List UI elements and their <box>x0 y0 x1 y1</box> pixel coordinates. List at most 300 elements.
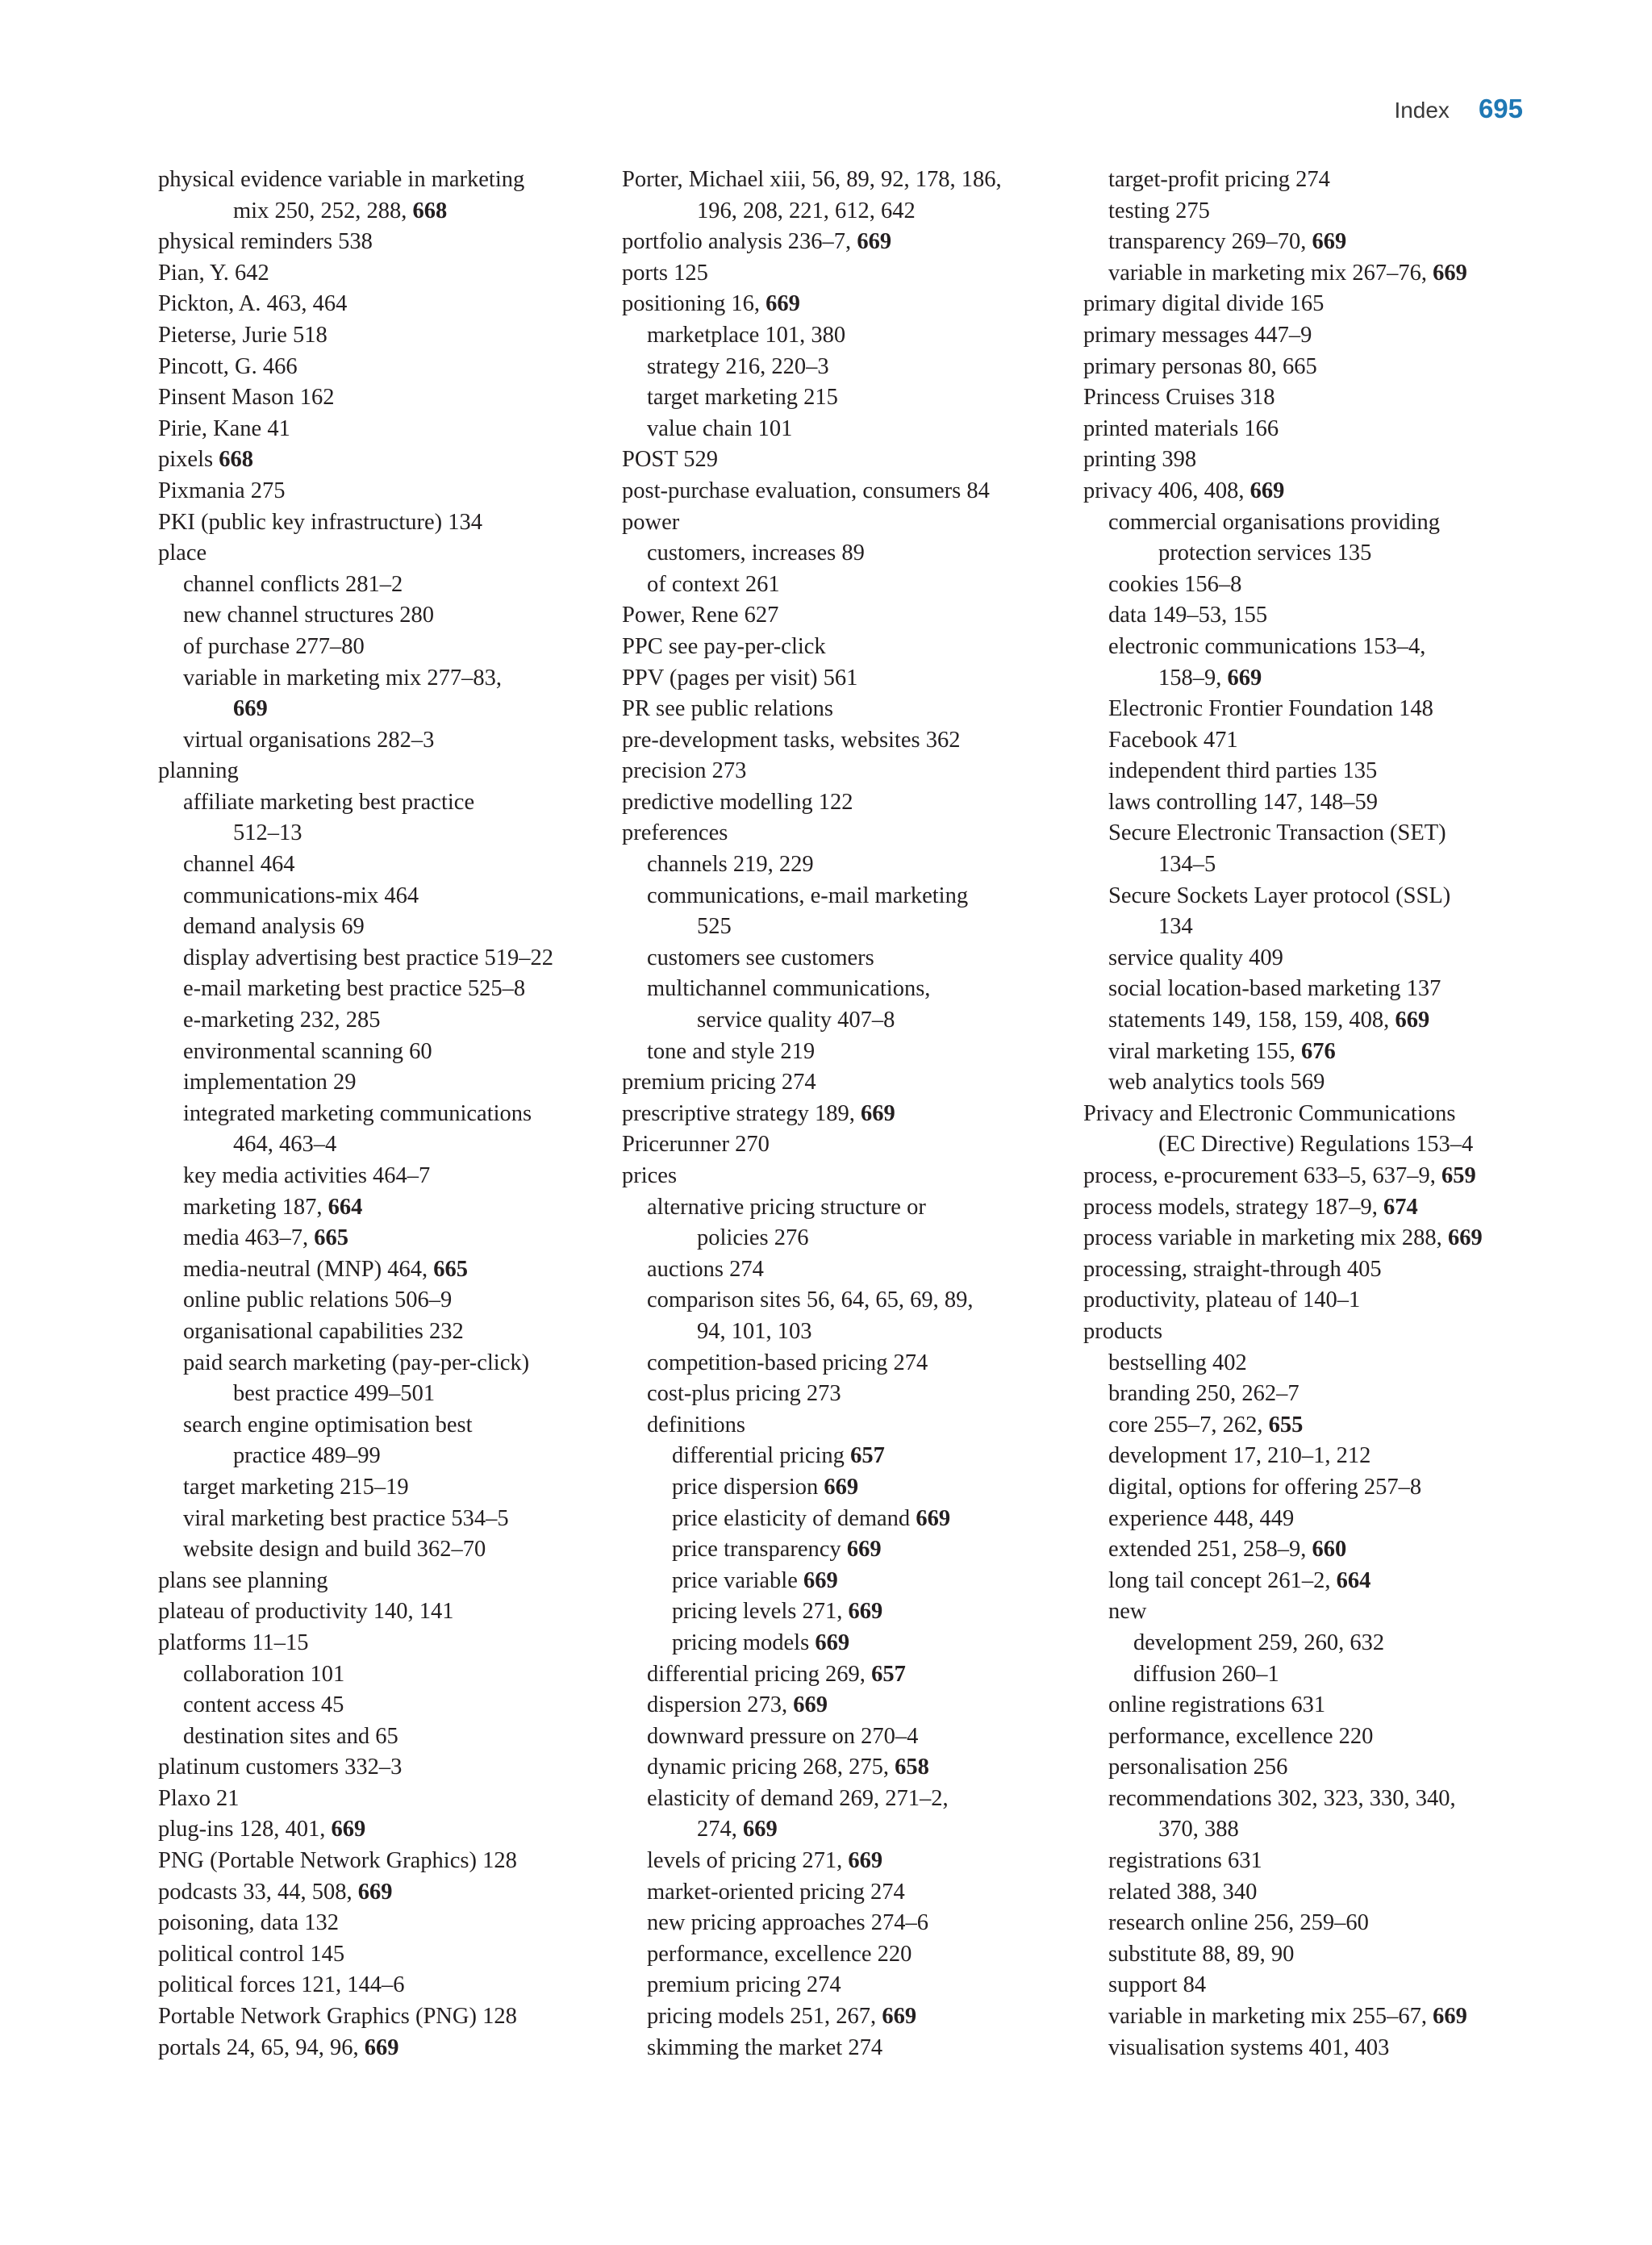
index-subentry <box>1083 1472 1535 1504</box>
entry-text: target-profit pricing 274 <box>1108 167 1330 192</box>
entry-text: 94, 101, 103 <box>697 1318 812 1344</box>
entry-text: portfolio analysis 236–7, <box>622 229 857 255</box>
index-entry <box>622 756 1082 787</box>
entry-text: levels of pricing 271, <box>647 1848 849 1874</box>
index-entry <box>158 1939 610 1971</box>
entry-text: skimming the market 274 <box>647 2034 883 2060</box>
entry-text: differential pricing 269, <box>647 1661 872 1687</box>
index-entry <box>1083 320 1535 352</box>
entry-text: physical reminders 538 <box>158 229 373 255</box>
index-subentry <box>158 1348 610 1379</box>
index-entry <box>622 694 1082 725</box>
entry-text: new channel structures 280 <box>183 603 435 628</box>
entry-text: Porter, Michael xiii, 56, 89, 92, 178, 186, <box>622 167 1002 192</box>
index-subentry <box>622 1285 1082 1317</box>
index-subentry <box>622 1908 1082 1939</box>
index-subentry <box>1083 1037 1535 1068</box>
header-label: Index <box>1394 98 1450 123</box>
index-entry <box>1083 1161 1535 1192</box>
entry-text: planning <box>158 758 239 784</box>
entry-text: products <box>1083 1318 1163 1344</box>
entry-text: PPV (pages per visit) 561 <box>622 665 858 691</box>
entry-text: 464, 463–4 <box>233 1132 337 1158</box>
index-entry-continuation <box>158 196 610 227</box>
index-subentry <box>622 1970 1082 2001</box>
running-header <box>1394 94 1523 124</box>
entry-text: search engine optimisation best <box>183 1412 473 1438</box>
index-entry <box>622 258 1082 290</box>
entry-text: branding 250, 262–7 <box>1108 1381 1299 1407</box>
index-subentry <box>1083 943 1535 974</box>
entry-text: downward pressure on 270–4 <box>647 1723 919 1749</box>
entry-text: practice 489–99 <box>233 1443 381 1469</box>
entry-text: poisoning, data 132 <box>158 1910 340 1936</box>
glossary-page-ref: 669 <box>357 1879 393 1905</box>
entry-text: 158–9, <box>1158 665 1228 691</box>
entry-text: customers, increases 89 <box>647 540 865 566</box>
entry-text: support 84 <box>1108 1972 1207 1998</box>
index-entry <box>158 1752 610 1784</box>
entry-text: e-mail marketing best practice 525–8 <box>183 976 526 1002</box>
index-entry <box>1083 414 1535 445</box>
index-subentry <box>1083 1784 1535 1815</box>
index-entry-continuation <box>622 1005 1082 1037</box>
glossary-page-ref: 668 <box>412 198 448 223</box>
index-subentry <box>622 1504 1082 1535</box>
entry-text: collaboration 101 <box>183 1661 345 1687</box>
entry-text: printed materials 166 <box>1083 415 1279 441</box>
index-subentry <box>622 974 1082 1005</box>
entry-text: premium pricing 274 <box>647 1972 841 1998</box>
index-entry <box>622 632 1082 663</box>
entry-text: pricing models <box>672 1630 816 1655</box>
index-subentry <box>1083 1752 1535 1784</box>
index-entry <box>158 444 610 476</box>
glossary-page-ref: 657 <box>850 1443 885 1469</box>
entry-text: variable in marketing mix 277–83, <box>183 665 502 691</box>
entry-text: primary digital divide 165 <box>1083 291 1325 317</box>
entry-text: Electronic Frontier Foundation 148 <box>1108 696 1433 722</box>
entry-text: research online 256, 259–60 <box>1108 1910 1369 1936</box>
index-entry <box>158 2001 610 2033</box>
index-entry <box>622 1099 1082 1130</box>
entry-text: podcasts 33, 44, 508, <box>158 1879 358 1905</box>
entry-text: extended 251, 258–9, <box>1108 1537 1312 1563</box>
glossary-page-ref: 664 <box>327 1194 363 1220</box>
glossary-page-ref: 669 <box>233 696 268 722</box>
entry-text: privacy 406, 408, <box>1083 478 1250 503</box>
entry-text: Privacy and Electronic Communications <box>1083 1100 1456 1126</box>
index-entry <box>1083 352 1535 383</box>
index-subentry <box>622 570 1082 601</box>
index-subentry <box>1083 570 1535 601</box>
glossary-page-ref: 669 <box>1433 260 1467 286</box>
index-subentry <box>622 1037 1082 1068</box>
entry-text: 196, 208, 221, 612, 642 <box>697 198 916 223</box>
entry-text: process, e-procurement 633–5, 637–9, <box>1083 1163 1442 1188</box>
entry-text: service quality 407–8 <box>697 1008 895 1033</box>
entry-text: Princess Cruises 318 <box>1083 385 1275 411</box>
index-entry <box>158 538 610 570</box>
entry-text: content access 45 <box>183 1692 344 1718</box>
entry-text: visualisation systems 401, 403 <box>1108 2034 1390 2060</box>
index-subentry <box>158 1161 610 1192</box>
index-subentry <box>158 1192 610 1224</box>
index-subentry <box>158 1099 610 1130</box>
entry-text: customers see customers <box>647 945 874 970</box>
index-subentry <box>622 1534 1082 1566</box>
entry-text: precision 273 <box>622 758 747 784</box>
index-entry <box>622 818 1082 849</box>
index-subentry <box>622 1721 1082 1753</box>
entry-text: substitute 88, 89, 90 <box>1108 1941 1295 1967</box>
index-subentry <box>1083 1348 1535 1379</box>
index-entry <box>1083 1223 1535 1254</box>
glossary-page-ref: 669 <box>1433 2004 1467 2030</box>
index-entry <box>622 289 1082 320</box>
index-entry <box>1083 382 1535 414</box>
index-subentry <box>1083 1379 1535 1410</box>
glossary-page-ref: 669 <box>766 291 800 317</box>
glossary-page-ref: 657 <box>871 1661 906 1687</box>
index-entry <box>158 289 610 320</box>
entry-text: platinum customers 332–3 <box>158 1755 403 1780</box>
index-subentry <box>622 943 1082 974</box>
index-entry-continuation <box>1083 1129 1535 1161</box>
entry-text: electronic communications 153–4, <box>1108 633 1426 659</box>
index-entry-continuation <box>1083 663 1535 695</box>
entry-text: Secure Electronic Transaction (SET) <box>1108 820 1446 846</box>
entry-text: of context 261 <box>647 571 780 597</box>
entry-text: predictive modelling 122 <box>622 789 853 815</box>
entry-text: website design and build 362–70 <box>183 1537 486 1563</box>
entry-text: physical evidence variable in marketing <box>158 167 525 192</box>
index-entry <box>1083 444 1535 476</box>
entry-text: policies 276 <box>697 1225 809 1251</box>
entry-text: pre-development tasks, websites 362 <box>622 727 961 753</box>
index-entry <box>158 352 610 383</box>
entry-text: price variable <box>672 1567 803 1593</box>
entry-text: ports 125 <box>622 260 708 286</box>
index-subentry <box>622 1254 1082 1286</box>
entry-text: market-oriented pricing 274 <box>647 1879 905 1905</box>
entry-text: affiliate marketing best practice <box>183 789 475 815</box>
glossary-page-ref: 668 <box>219 447 253 473</box>
entry-text: development 17, 210–1, 212 <box>1108 1443 1371 1469</box>
entry-text: statements 149, 158, 159, 408, <box>1108 1008 1395 1033</box>
entry-text: Pian, Y. 642 <box>158 260 269 286</box>
index-subentry <box>622 414 1082 445</box>
index-subentry <box>158 1472 610 1504</box>
entry-text: prescriptive strategy 189, <box>622 1100 861 1126</box>
glossary-page-ref: 669 <box>815 1630 850 1655</box>
index-entry-continuation <box>622 196 1082 227</box>
entry-text: of purchase 277–80 <box>183 633 365 659</box>
entry-text: cookies 156–8 <box>1108 571 1242 597</box>
entry-text: channel 464 <box>183 852 295 878</box>
entry-text: printing 398 <box>1083 447 1197 473</box>
index-subentry <box>158 881 610 912</box>
entry-text: recommendations 302, 323, 330, 340, <box>1108 1785 1456 1811</box>
index-entry <box>158 1566 610 1597</box>
glossary-page-ref: 655 <box>1268 1412 1304 1438</box>
entry-text: plug-ins 128, 401, <box>158 1817 332 1842</box>
index-subentry <box>622 1877 1082 1909</box>
index-subentry <box>622 1348 1082 1379</box>
entry-text: experience 448, 449 <box>1108 1505 1295 1531</box>
entry-text: PKI (public key infrastructure) 134 <box>158 509 483 535</box>
index-subentry <box>1083 1410 1535 1442</box>
entry-text: organisational capabilities 232 <box>183 1318 464 1344</box>
index-entry-continuation <box>1083 1814 1535 1846</box>
entry-text: PR see public relations <box>622 696 833 722</box>
entry-text: development 259, 260, 632 <box>1133 1630 1385 1655</box>
glossary-page-ref: 669 <box>861 1100 895 1126</box>
entry-text: variable in marketing mix 255–67, <box>1108 2004 1433 2030</box>
index-subentry <box>622 1690 1082 1721</box>
index-entry <box>622 1161 1082 1192</box>
entry-text: place <box>158 540 207 566</box>
entry-text: new pricing approaches 274–6 <box>647 1910 929 1936</box>
index-entry <box>622 787 1082 819</box>
index-subentry <box>622 2033 1082 2064</box>
index-subentry <box>622 1379 1082 1410</box>
index-entry-continuation <box>158 1441 610 1472</box>
index-subentry <box>1083 881 1535 912</box>
glossary-page-ref: 660 <box>1312 1537 1347 1563</box>
index-subentry <box>1083 2033 1535 2064</box>
index-entry <box>158 165 610 196</box>
entry-text: primary personas 80, 665 <box>1083 353 1317 379</box>
index-subentry <box>1083 258 1535 290</box>
entry-text: comparison sites 56, 64, 65, 69, 89, <box>647 1287 974 1313</box>
index-entry-continuation <box>622 1317 1082 1348</box>
index-subentry <box>158 725 610 757</box>
index-subentry <box>622 1596 1082 1628</box>
index-subentry <box>1083 694 1535 725</box>
entry-text: implementation 29 <box>183 1070 357 1095</box>
entry-text: virtual organisations 282–3 <box>183 727 435 753</box>
entry-text: environmental scanning 60 <box>183 1038 432 1064</box>
index-subentry <box>1083 756 1535 787</box>
entry-text: demand analysis 69 <box>183 914 365 940</box>
entry-text: political forces 121, 144–6 <box>158 1972 405 1998</box>
index-subentry <box>1083 787 1535 819</box>
entry-text: marketplace 101, 380 <box>647 322 846 348</box>
entry-text: commercial organisations providing <box>1108 509 1441 535</box>
entry-text: Pickton, A. 463, 464 <box>158 291 348 317</box>
entry-text: Plaxo 21 <box>158 1785 240 1811</box>
index-subentry <box>1083 974 1535 1005</box>
index-entry <box>158 382 610 414</box>
index-subentry <box>1083 227 1535 258</box>
index-entry <box>158 756 610 787</box>
entry-text: variable in marketing mix 267–76, <box>1108 260 1433 286</box>
entry-text: Pirie, Kane 41 <box>158 415 290 441</box>
entry-text: Pricerunner 270 <box>622 1132 770 1158</box>
glossary-page-ref: 669 <box>364 2034 399 2060</box>
index-subentry <box>622 538 1082 570</box>
entry-text: new <box>1108 1599 1147 1625</box>
glossary-page-ref: 665 <box>314 1225 349 1251</box>
index-entry <box>622 444 1082 476</box>
entry-text: performance, excellence 220 <box>647 1941 912 1967</box>
entry-text: PPC see pay-per-click <box>622 633 826 659</box>
index-subentry <box>1083 600 1535 632</box>
entry-text: dynamic pricing 268, 275, <box>647 1755 895 1780</box>
entry-text: Secure Sockets Layer protocol (SSL) <box>1108 883 1451 908</box>
entry-text: viral marketing best practice 534–5 <box>183 1505 509 1531</box>
entry-text: communications-mix 464 <box>183 883 419 908</box>
index-entry <box>158 476 610 507</box>
entry-text: price transparency <box>672 1537 847 1563</box>
entry-text: web analytics tools 569 <box>1108 1070 1325 1095</box>
index-subentry <box>622 1441 1082 1472</box>
index-subentry <box>622 1628 1082 1659</box>
glossary-page-ref: 665 <box>433 1256 469 1282</box>
index-subentry <box>1083 165 1535 196</box>
entry-text: PNG (Portable Network Graphics) 128 <box>158 1848 517 1874</box>
index-entry <box>158 1877 610 1909</box>
index-subentry <box>622 1410 1082 1442</box>
index-subentry <box>158 1254 610 1286</box>
index-subentry <box>1083 1504 1535 1535</box>
index-entry <box>158 1596 610 1628</box>
index-entry <box>158 507 610 539</box>
index-entry-continuation <box>158 694 610 725</box>
glossary-page-ref: 669 <box>848 1599 883 1625</box>
index-subentry <box>158 1721 610 1753</box>
index-column-3 <box>1083 165 1535 2063</box>
index-subentry <box>158 1659 610 1691</box>
entry-text: testing 275 <box>1108 198 1210 223</box>
glossary-page-ref: 669 <box>857 229 892 255</box>
index-subentry <box>622 1846 1082 1877</box>
entry-text: plans see planning <box>158 1567 328 1593</box>
glossary-page-ref: 669 <box>1447 1225 1483 1251</box>
entry-text: 134 <box>1158 914 1193 940</box>
glossary-page-ref: 669 <box>1395 1008 1430 1033</box>
index-entry <box>158 227 610 258</box>
entry-text: performance, excellence 220 <box>1108 1723 1374 1749</box>
index-subentry <box>622 1472 1082 1504</box>
glossary-page-ref: 669 <box>743 1817 778 1842</box>
entry-text: political control 145 <box>158 1941 345 1967</box>
entry-text: primary messages 447–9 <box>1083 322 1312 348</box>
entry-text: plateau of productivity 140, 141 <box>158 1599 454 1625</box>
entry-text: independent third parties 135 <box>1108 758 1378 784</box>
entry-text: bestselling 402 <box>1108 1350 1247 1375</box>
index-subentry <box>158 1534 610 1566</box>
entry-text: personalisation 256 <box>1108 1755 1288 1780</box>
entry-text: Portable Network Graphics (PNG) 128 <box>158 2004 517 2030</box>
glossary-page-ref: 669 <box>793 1692 828 1718</box>
entry-text: competition-based pricing 274 <box>647 1350 928 1375</box>
index-subentry <box>622 1659 1082 1691</box>
index-subentry <box>1083 507 1535 539</box>
entry-text: auctions 274 <box>647 1256 764 1282</box>
index-subentry <box>158 1067 610 1099</box>
index-subentry <box>1083 1970 1535 2001</box>
entry-text: Power, Rene 627 <box>622 603 779 628</box>
glossary-page-ref: 676 <box>1301 1038 1336 1064</box>
entry-text: integrated marketing communications <box>183 1100 532 1126</box>
index-subentry <box>1083 725 1535 757</box>
index-subentry <box>1083 1005 1535 1037</box>
entry-text: best practice 499–501 <box>233 1381 436 1407</box>
glossary-page-ref: 669 <box>331 1817 366 1842</box>
index-subentry <box>158 1285 610 1317</box>
entry-text: power <box>622 509 680 535</box>
index-entry <box>158 320 610 352</box>
entry-text: media-neutral (MNP) 464, <box>183 1256 434 1282</box>
entry-text: destination sites and 65 <box>183 1723 398 1749</box>
index-subentry <box>158 632 610 663</box>
entry-text: strategy 216, 220–3 <box>647 353 829 379</box>
entry-text: media 463–7, <box>183 1225 315 1251</box>
index-subentry <box>1083 196 1535 227</box>
glossary-page-ref: 658 <box>895 1755 929 1780</box>
index-subentry <box>158 1005 610 1037</box>
index-entry <box>622 476 1082 507</box>
index-subentry <box>1083 1908 1535 1939</box>
index-subentry <box>1083 1067 1535 1099</box>
index-subentry <box>158 1223 610 1254</box>
entry-text: alternative pricing structure or <box>647 1194 926 1220</box>
entry-text: transparency 269–70, <box>1108 229 1312 255</box>
index-subentry <box>622 1192 1082 1224</box>
entry-text: pixels <box>158 447 219 473</box>
entry-text: post-purchase evaluation, consumers 84 <box>622 478 990 503</box>
index-subentry <box>1083 1690 1535 1721</box>
index-entry-continuation <box>158 1379 610 1410</box>
entry-text: channel conflicts 281–2 <box>183 571 403 597</box>
entry-text: long tail concept 261–2, <box>1108 1567 1337 1593</box>
index-entry-continuation <box>1083 912 1535 943</box>
index-entry <box>622 725 1082 757</box>
index-entry <box>158 1970 610 2001</box>
glossary-page-ref: 669 <box>846 1537 882 1563</box>
entry-text: dispersion 273, <box>647 1692 794 1718</box>
entry-text: core 255–7, 262, <box>1108 1412 1269 1438</box>
index-subentry <box>158 787 610 819</box>
entry-text: tone and style 219 <box>647 1038 816 1064</box>
index-subentry <box>1083 1939 1535 1971</box>
index-entry <box>158 1846 610 1877</box>
index-entry <box>622 1129 1082 1161</box>
index-subentry <box>1083 1534 1535 1566</box>
entry-text: viral marketing 155, <box>1108 1038 1302 1064</box>
index-entry <box>622 1067 1082 1099</box>
entry-text: registrations 631 <box>1108 1848 1262 1874</box>
index-entry <box>158 1628 610 1659</box>
index-subentry <box>158 663 610 695</box>
index-subentry <box>622 1752 1082 1784</box>
index-entry <box>622 165 1082 196</box>
entry-text: elasticity of demand 269, 271–2, <box>647 1785 949 1811</box>
index-entry-continuation <box>158 818 610 849</box>
index-subentry <box>158 1037 610 1068</box>
index-entry <box>622 507 1082 539</box>
index-subentry <box>158 912 610 943</box>
entry-text: digital, options for offering 257–8 <box>1108 1474 1422 1500</box>
index-subentry <box>158 570 610 601</box>
index-subentry <box>622 1784 1082 1815</box>
entry-text: service quality 409 <box>1108 945 1283 970</box>
entry-text: (EC Directive) Regulations 153–4 <box>1158 1132 1474 1158</box>
entry-text: protection services 135 <box>1158 540 1372 566</box>
entry-text: e-marketing 232, 285 <box>183 1008 381 1033</box>
